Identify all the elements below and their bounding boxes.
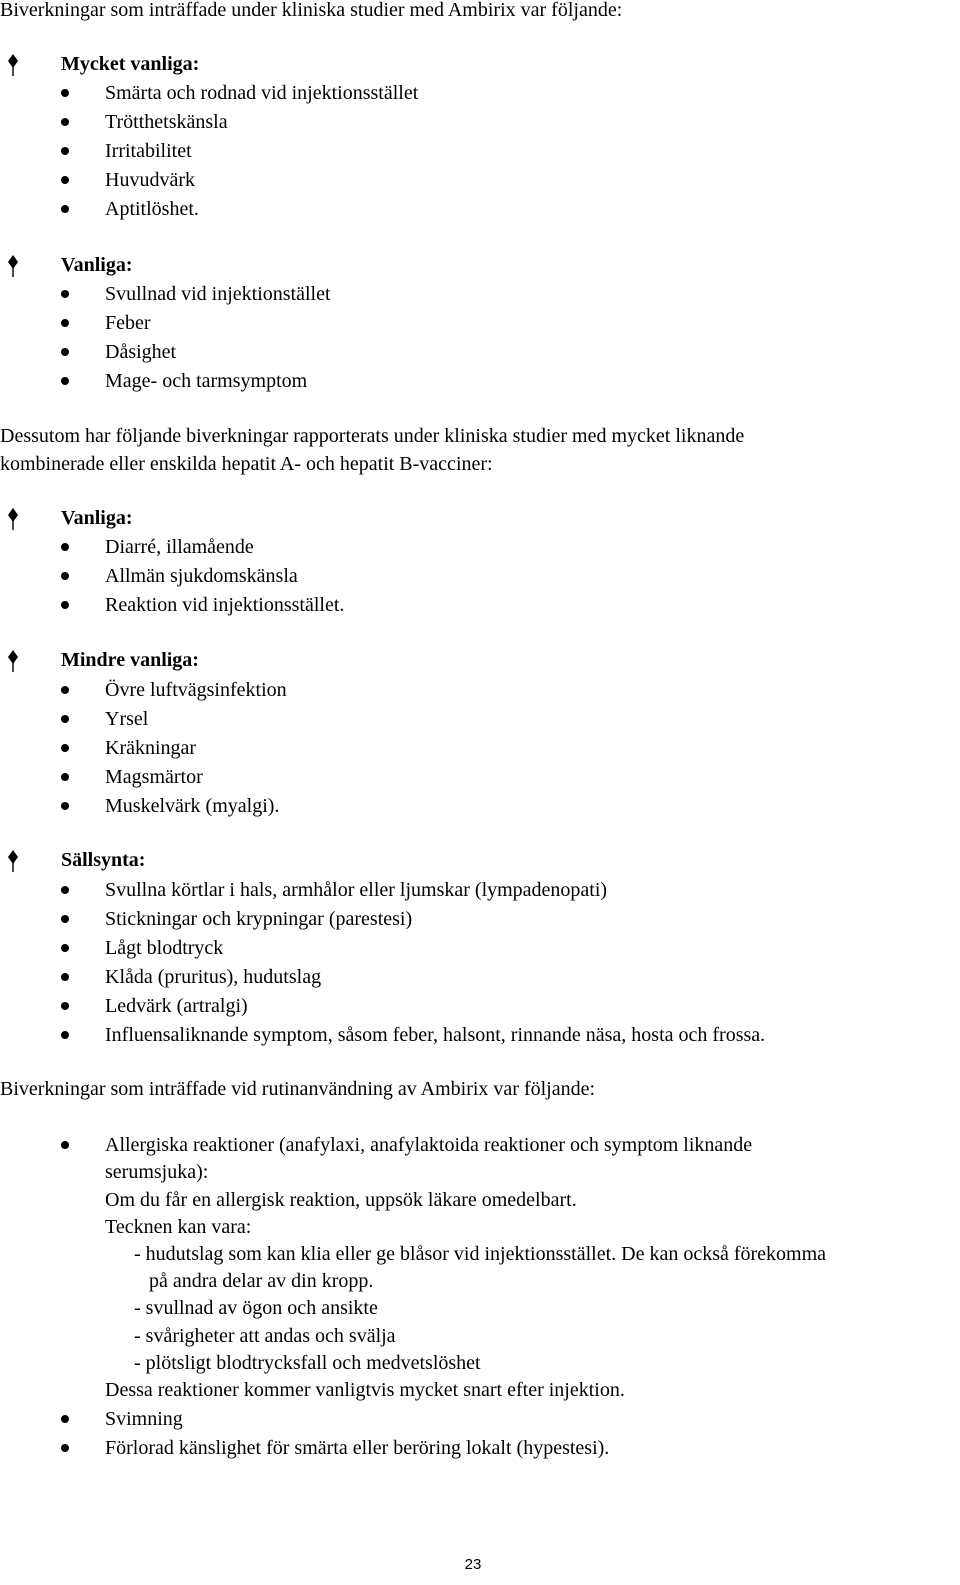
list-item: Reaktion vid injektionsstället.	[105, 594, 345, 616]
bullet-icon	[61, 973, 69, 981]
list-item: Svullna körtlar i hals, armhålor eller ljumskar (lympadenopati)	[105, 879, 608, 901]
bullet-icon	[61, 1415, 69, 1423]
sign-item: - svullnad av ögon och ansikte	[134, 1297, 378, 1319]
allergy-line: Om du får en allergisk reaktion, uppsök läkare omedelbart.	[105, 1189, 577, 1211]
bullet-icon	[61, 1002, 69, 1010]
bullet-icon	[61, 744, 69, 752]
diamond-bullet-icon	[6, 649, 20, 673]
bullet-icon	[61, 118, 69, 126]
list-item: Irritabilitet	[105, 140, 192, 162]
list-item: Huvudvärk	[105, 169, 195, 191]
allergy-line: serumsjuka):	[105, 1161, 209, 1183]
allergy-line: Tecknen kan vara:	[105, 1216, 252, 1238]
bullet-icon	[61, 802, 69, 810]
list-item: Ledvärk (artralgi)	[105, 995, 248, 1017]
page-number: 23	[464, 1556, 482, 1573]
group-heading: Vanliga:	[61, 254, 133, 276]
list-item: Yrsel	[105, 708, 149, 730]
bullet-icon	[61, 377, 69, 385]
list-item: Diarré, illamående	[105, 536, 254, 558]
bullet-icon	[61, 348, 69, 356]
allergy-closing: Dessa reaktioner kommer vanligtvis mycket snart efter injektion.	[105, 1379, 625, 1401]
bullet-icon	[61, 915, 69, 923]
sign-item: - hudutslag som kan klia eller ge blåsor vid injektionsstället. De kan också förekomma	[134, 1243, 827, 1265]
list-item: Förlorad känslighet för smärta eller beröring lokalt (hypestesi).	[105, 1437, 610, 1459]
list-item: Svimning	[105, 1408, 183, 1430]
list-item: Dåsighet	[105, 341, 177, 363]
bullet-icon	[61, 686, 69, 694]
list-item: Lågt blodtryck	[105, 937, 224, 959]
paragraph-line: Dessutom har följande biverkningar rapporterats under kliniska studier med mycket liknande	[0, 425, 745, 447]
bullet-icon	[61, 543, 69, 551]
diamond-bullet-icon	[6, 849, 20, 873]
list-item: Trötthetskänsla	[105, 111, 228, 133]
bullet-icon	[61, 1141, 69, 1149]
bullet-icon	[61, 205, 69, 213]
bullet-icon	[61, 715, 69, 723]
group-heading: Mindre vanliga:	[61, 649, 199, 671]
list-item: Feber	[105, 312, 151, 334]
list-item: Klåda (pruritus), hudutslag	[105, 966, 322, 988]
bullet-icon	[61, 89, 69, 97]
bullet-icon	[61, 176, 69, 184]
group-heading: Vanliga:	[61, 507, 133, 529]
list-item: Muskelvärk (myalgi).	[105, 795, 280, 817]
list-item: Mage- och tarmsymptom	[105, 370, 308, 392]
section-intro: Biverkningar som inträffade vid rutinanvändning av Ambirix var följande:	[0, 1078, 596, 1100]
list-item: Allmän sjukdomskänsla	[105, 565, 298, 587]
bullet-icon	[61, 290, 69, 298]
bullet-icon	[61, 601, 69, 609]
bullet-icon	[61, 1444, 69, 1452]
sign-item: - plötsligt blodtrycksfall och medvetslöshet	[134, 1352, 481, 1374]
diamond-bullet-icon	[6, 254, 20, 278]
group-heading: Mycket vanliga:	[61, 53, 200, 75]
list-item: Influensaliknande symptom, såsom feber, halsont, rinnande näsa, hosta och frossa.	[105, 1024, 766, 1046]
diamond-bullet-icon	[6, 507, 20, 531]
list-item: Magsmärtor	[105, 766, 203, 788]
bullet-icon	[61, 886, 69, 894]
bullet-icon	[61, 944, 69, 952]
list-item: Smärta och rodnad vid injektionsstället	[105, 82, 419, 104]
list-item: Kräkningar	[105, 737, 197, 759]
list-item: Stickningar och krypningar (parestesi)	[105, 908, 413, 930]
paragraph-line: kombinerade eller enskilda hepatit A- och hepatit B-vacciner:	[0, 453, 493, 475]
bullet-icon	[61, 572, 69, 580]
list-item: Övre luftvägsinfektion	[105, 679, 287, 701]
bullet-icon	[61, 147, 69, 155]
sign-item: - svårigheter att andas och svälja	[134, 1325, 396, 1347]
bullet-icon	[61, 1031, 69, 1039]
allergy-line: Allergiska reaktioner (anafylaxi, anafylaktoida reaktioner och symptom liknande	[105, 1134, 753, 1156]
sign-item-continuation: på andra delar av din kropp.	[149, 1270, 374, 1292]
list-item: Aptitlöshet.	[105, 198, 199, 220]
diamond-bullet-icon	[6, 53, 20, 77]
intro-text: Biverkningar som inträffade under kliniska studier med Ambirix var följande:	[0, 0, 623, 21]
group-heading: Sällsynta:	[61, 849, 146, 871]
list-item: Svullnad vid injektionstället	[105, 283, 331, 305]
bullet-icon	[61, 773, 69, 781]
bullet-icon	[61, 319, 69, 327]
